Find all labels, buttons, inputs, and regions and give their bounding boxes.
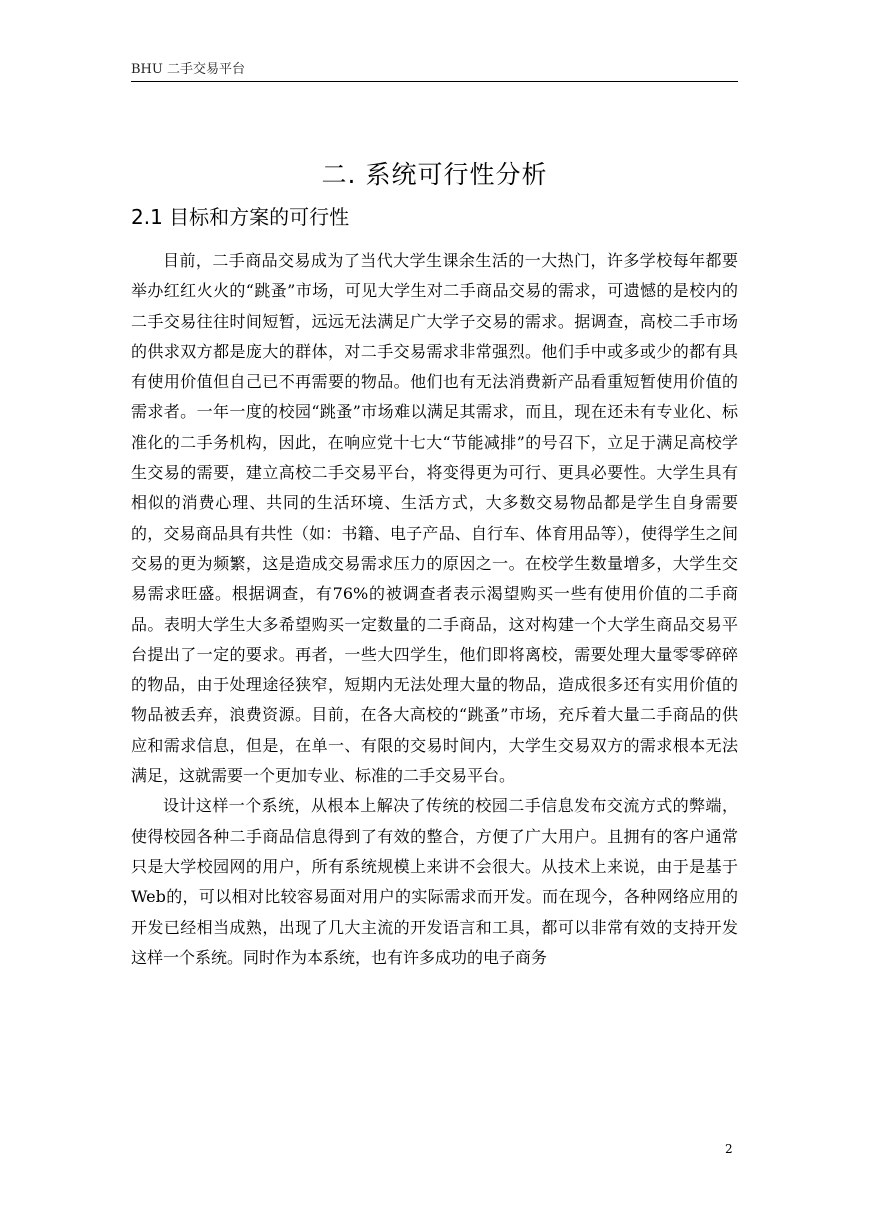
header-rule xyxy=(131,81,738,82)
page-number: 2 xyxy=(725,1142,733,1156)
paragraph: 目前，二手商品交易成为了当代大学生课余生活的一大热门，许多学校每年都要举办红红火火的“跳蚤”市场，可见大学生对二手商品交易的需求，可遗憾的是校内的二手交易往往时间短暂，远远无法满足广大学子交易的需求。据调查，高校二手市场的供求双方都是庞大的群体，对二手交易需求非常强烈。他们手中或多或少的都有具有使用价值但自己已不再需要的物品。他们也有无法消费新产品看重短暂使用价值的需求者。一年一度的校园“跳蚤”市场难以满足其需求，而且，现在还未有专业化、标准化的二手务机构，因此，在响应党十七大“节能减排”的号召下，立足于满足高校学生交易的需要，建立高校二手交易平台，将变得更为可行、更具必要性。大学生具有相似的消费心理、共同的生活环境、生活方式，大多数交易物品都是学生自身需要的，交易商品具有共性（如：书籍、电子产品、自行车、体育用品等），使得学生之间交易的更为频繁，这是造成交易需求压力的原因之一。在校学生数量增多，大学生交易需求旺盛。根据调查，有76%的被调查者表示渴望购买一些有使用价值的二手商品。表明大学生大多希望购买一定数量的二手商品，这对构建一个大学生商品交易平台提出了一定的要求。再者，一些大四学生，他们即将离校，需要处理大量零零碎碎的物品，由于处理途径狭窄，短期内无法处理大量的物品，造成很多还有实用价值的物品被丢弃，浪费资源。目前，在各大高校的“跳蚤”市场，充斥着大量二手商品的供应和需求信息，但是，在单一、有限的交易时间内，大学生交易双方的需求根本无法满足，这就需要一个更加专业、标准的二手交易平台。 xyxy=(131,251,738,786)
body-text xyxy=(131,246,738,973)
section-title: 2.1 目标和方案的可行性 xyxy=(131,205,350,229)
running-header: BHU 二手交易平台 xyxy=(131,62,245,77)
paragraph: 设计这样一个系统，从根本上解决了传统的校园二手信息发布交流方式的弊端，使得校园各种二手商品信息得到了有效的整合，方便了广大用户。且拥有的客户通常只是大学校园网的用户，所有系统规模上来讲不会很大。从技术上来说，由于是基于Web的，可以相对比较容易面对用户的实际需求而开发。而在现今，各种网络应用的开发已经相当成熟，出现了几大主流的开发语言和工具，都可以非常有效的支持开发这样一个系统。同时作为本系统，也有许多成功的电子商务 xyxy=(131,796,738,967)
chapter-title: 二. 系统可行性分析 xyxy=(321,160,548,189)
